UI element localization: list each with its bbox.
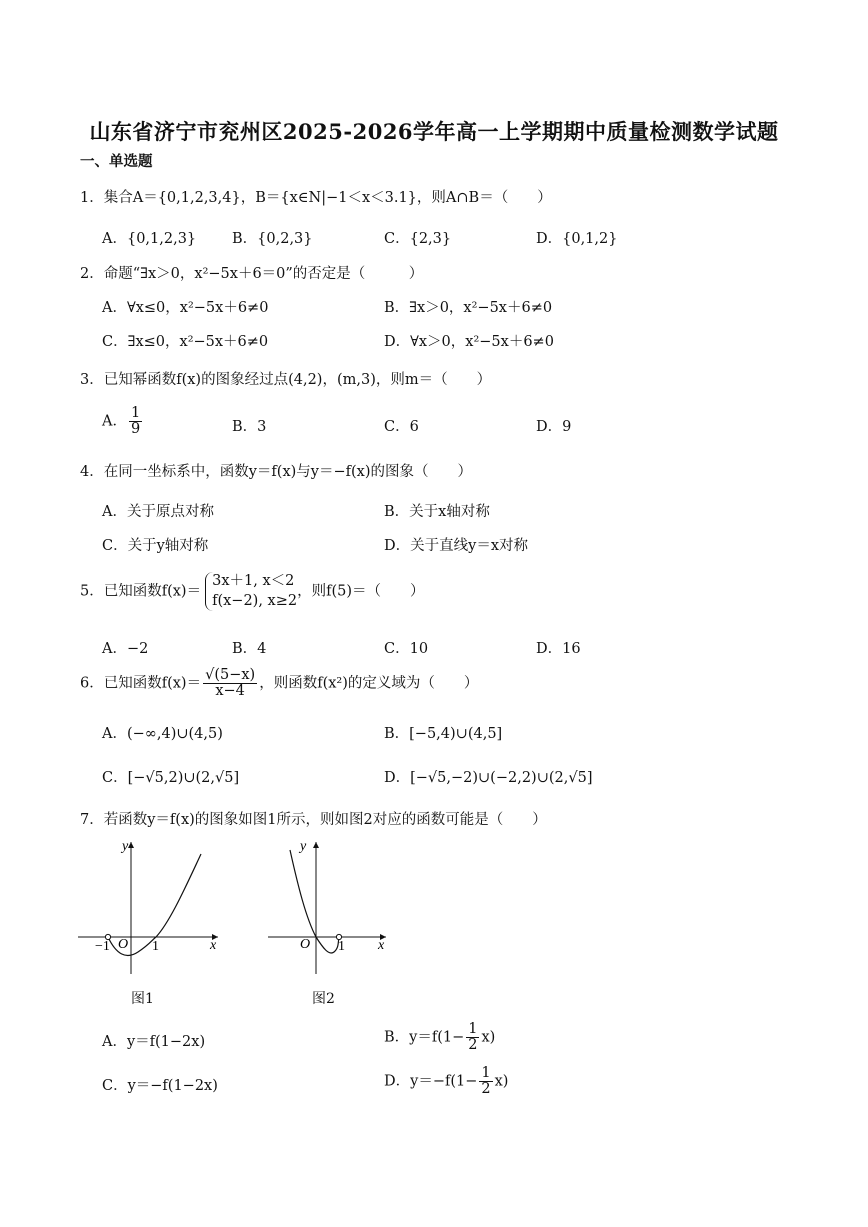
fraction <box>466 1022 479 1053</box>
question-7-option-a: A．y＝f(1−2x) <box>102 1034 206 1050</box>
question-6-option-a: A．(−∞,4)∪(4,5) <box>102 726 223 742</box>
question-7-option-d-suffix: x) <box>494 1073 509 1090</box>
question-1-option-c: C．{2,3} <box>384 231 452 247</box>
piecewise-definition <box>205 572 297 611</box>
function-curve <box>290 850 339 953</box>
question-7-stem: 7．若函数y＝f(x)的图象如图1所示，则如图2对应的函数可能是（ ） <box>80 812 547 828</box>
question-4-option-d: D．关于直线y＝x对称 <box>384 538 528 554</box>
question-4-option-c: C．关于y轴对称 <box>102 538 209 554</box>
question-3-option-c: C．6 <box>384 419 419 435</box>
y-axis-label: y <box>300 839 307 854</box>
x-axis-label: x <box>210 938 217 953</box>
question-7-option-b-suffix: x) <box>481 1029 496 1046</box>
question-1-stem: 1．集合A＝{0,1,2,3,4}，B＝{x∈N|−1＜x＜3.1}，则A∩B＝（ ） <box>80 190 552 206</box>
fraction-numerator: 1 <box>481 1065 491 1081</box>
fraction <box>129 406 142 437</box>
question-2-option-a: A．∀x≤0，x²−5x＋6≠0 <box>102 300 269 316</box>
fraction <box>203 668 257 699</box>
x-axis-label: x <box>378 938 385 953</box>
question-7-option-d-prefix: D．y＝−f(1− <box>384 1073 478 1090</box>
fraction-denominator: x−4 <box>215 683 245 700</box>
tick-1: 1 <box>152 939 159 954</box>
question-7-option-c: C．y＝−f(1−2x) <box>102 1078 218 1094</box>
figure-2 <box>268 836 398 980</box>
question-2-stem: 2．命题“∃x＞0，x²−5x＋6＝0”的否定是（ ） <box>80 266 424 282</box>
question-4-stem: 4．在同一坐标系中，函数y＝f(x)与y＝−f(x)的图象（ ） <box>80 464 472 480</box>
question-6-stem-prefix: 6．已知函数f(x)＝ <box>80 675 202 692</box>
y-axis-label: y <box>122 839 129 854</box>
question-7-option-b <box>384 1022 495 1053</box>
question-6-option-b: B．[−5,4)∪(4,5] <box>384 726 503 742</box>
question-7-option-b-prefix: B．y＝f(1− <box>384 1029 465 1046</box>
figure-1 <box>78 836 228 980</box>
question-6-stem-suffix: ，则函数f(x²)的定义域为（ ） <box>259 675 479 692</box>
question-6-option-d: D．[−√5,−2)∪(−2,2)∪(2,√5] <box>384 770 593 786</box>
fraction-denominator: 9 <box>130 421 141 438</box>
tick-neg-1: −1 <box>95 939 110 954</box>
question-4-option-a: A．关于原点对称 <box>102 504 214 520</box>
question-1-option-a: A．{0,1,2,3} <box>102 231 197 247</box>
fraction-numerator: 1 <box>130 405 141 421</box>
question-5-stem-suffix: ，则f(5)＝（ ） <box>297 583 425 600</box>
fraction-denominator: 2 <box>481 1081 491 1098</box>
question-3-option-a <box>102 406 144 437</box>
question-1-option-d: D．{0,1,2} <box>536 231 618 247</box>
page-title: 山东省济宁市兖州区2025-2026学年高一上学期期中质量检测数学试题 <box>89 119 779 144</box>
question-3-option-b: B．3 <box>232 419 267 435</box>
figure-2-graph <box>268 836 398 976</box>
question-2-option-b: B．∃x＞0，x²−5x＋6≠0 <box>384 300 553 316</box>
question-3-stem: 3．已知幂函数f(x)的图象经过点(4,2)，(m,3)，则m＝（ ） <box>80 372 492 388</box>
section-heading: 一、单选题 <box>80 153 153 170</box>
question-6-option-c: C．[−√5,2)∪(2,√5] <box>102 770 240 786</box>
question-5-option-a: A．−2 <box>102 641 149 657</box>
question-3-option-a-label: A． <box>102 413 127 430</box>
fraction-denominator: 2 <box>468 1037 478 1054</box>
fraction-numerator: √(5−x) <box>205 667 256 683</box>
question-5-option-b: B．4 <box>232 641 267 657</box>
question-1-option-b: B．{0,2,3} <box>232 231 313 247</box>
question-5-stem-prefix: 5．已知函数f(x)＝ <box>80 583 202 600</box>
question-2-option-d: D．∀x＞0，x²−5x＋6≠0 <box>384 334 554 350</box>
question-5-option-c: C．10 <box>384 641 429 657</box>
origin-label: O <box>118 937 129 952</box>
question-3-option-d: D．9 <box>536 419 572 435</box>
origin-label: O <box>300 937 311 952</box>
tick-1: 1 <box>338 939 345 954</box>
fraction-numerator: 1 <box>468 1021 478 1037</box>
piece-2: f(x−2), x≥2 <box>212 592 298 609</box>
question-5-stem <box>80 572 425 611</box>
figure-1-label: 图1 <box>131 991 154 1007</box>
question-7-option-d <box>384 1066 508 1097</box>
piece-1: 3x＋1, x＜2 <box>212 573 295 589</box>
question-5-option-d: D．16 <box>536 641 581 657</box>
fraction <box>479 1066 492 1097</box>
figure-2-label: 图2 <box>312 991 335 1007</box>
question-4-option-b: B．关于x轴对称 <box>384 504 490 520</box>
question-6-stem <box>80 668 478 699</box>
question-2-option-c: C．∃x≤0，x²−5x＋6≠0 <box>102 334 269 350</box>
figure-1-graph <box>78 836 228 976</box>
